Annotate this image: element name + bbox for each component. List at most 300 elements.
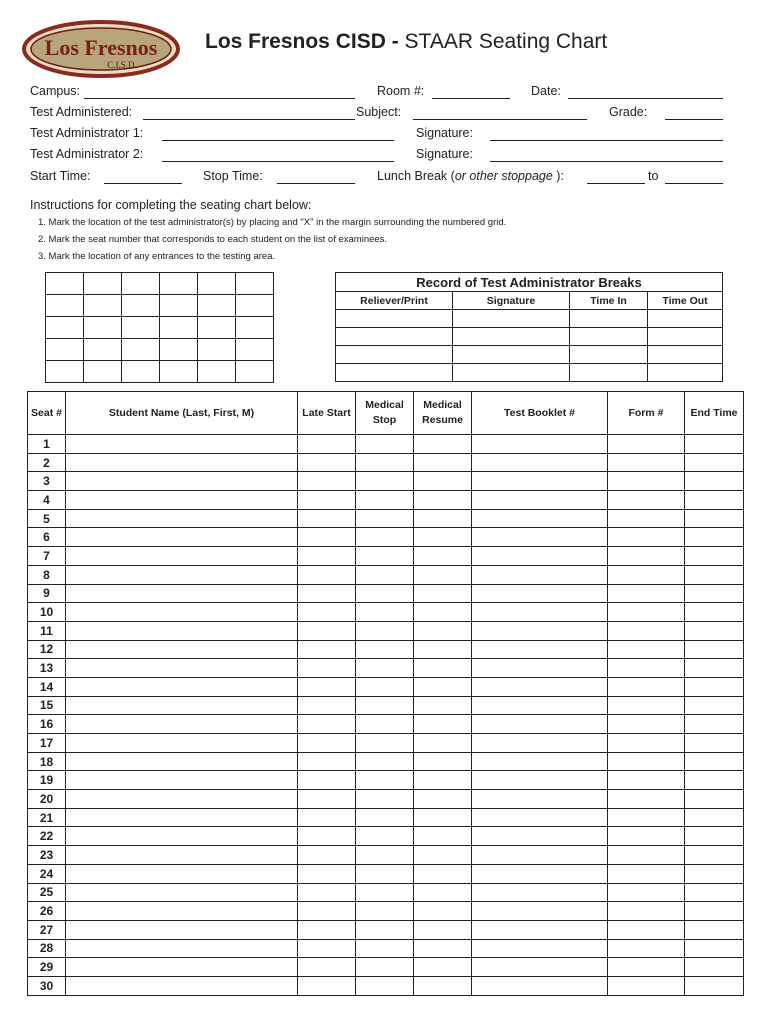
roster-cell[interactable] (298, 640, 356, 659)
roster-cell[interactable] (66, 453, 298, 472)
roster-cell[interactable] (298, 715, 356, 734)
roster-cell[interactable] (356, 752, 414, 771)
roster-cell[interactable] (472, 435, 608, 454)
campus-field[interactable] (84, 98, 355, 99)
roster-cell[interactable] (472, 565, 608, 584)
roster-cell[interactable] (472, 752, 608, 771)
roster-cell[interactable] (608, 771, 685, 790)
roster-cell[interactable] (685, 827, 744, 846)
roster-cell[interactable] (685, 565, 744, 584)
seat-number: 21 (28, 808, 66, 827)
roster-cell[interactable] (414, 883, 472, 902)
roster-cell[interactable] (608, 939, 685, 958)
roster-cell[interactable] (298, 864, 356, 883)
roster-cell[interactable] (414, 958, 472, 977)
roster-cell[interactable] (356, 603, 414, 622)
roster-cell[interactable] (414, 621, 472, 640)
roster-cell[interactable] (414, 696, 472, 715)
roster-cell[interactable] (472, 584, 608, 603)
roster-cell[interactable] (414, 827, 472, 846)
roster-cell[interactable] (66, 827, 298, 846)
roster-cell[interactable] (298, 958, 356, 977)
roster-cell[interactable] (298, 920, 356, 939)
lunch-end-field[interactable] (665, 183, 723, 184)
roster-cell[interactable] (414, 920, 472, 939)
grid-cell[interactable] (236, 295, 274, 317)
roster-cell[interactable] (66, 771, 298, 790)
roster-cell[interactable] (414, 734, 472, 753)
roster-cell[interactable] (414, 808, 472, 827)
roster-cell[interactable] (356, 640, 414, 659)
roster-cell[interactable] (66, 565, 298, 584)
signature2-field[interactable] (490, 161, 723, 162)
roster-cell[interactable] (472, 677, 608, 696)
breaks-cell[interactable] (453, 346, 570, 364)
roster-cell[interactable] (66, 808, 298, 827)
grid-cell[interactable] (122, 273, 160, 295)
roster-cell[interactable] (414, 677, 472, 696)
roster-cell[interactable] (298, 528, 356, 547)
roster-cell[interactable] (66, 584, 298, 603)
roster-cell[interactable] (472, 509, 608, 528)
roster-cell[interactable] (298, 902, 356, 921)
subject-field[interactable] (413, 119, 587, 120)
roster-cell[interactable] (472, 528, 608, 547)
logo-main-text: Los Fresnos (44, 35, 158, 60)
roster-cell[interactable] (356, 864, 414, 883)
roster-cell[interactable] (608, 677, 685, 696)
grid-cell[interactable] (160, 273, 198, 295)
roster-cell[interactable] (356, 808, 414, 827)
roster-cell[interactable] (66, 696, 298, 715)
seat-number: 20 (28, 790, 66, 809)
roster-cell[interactable] (414, 790, 472, 809)
roster-cell[interactable] (414, 846, 472, 865)
roster-cell[interactable] (472, 958, 608, 977)
roster-cell[interactable] (298, 677, 356, 696)
roster-cell[interactable] (472, 491, 608, 510)
roster-cell[interactable] (298, 453, 356, 472)
roster-cell[interactable] (356, 453, 414, 472)
roster-cell[interactable] (298, 491, 356, 510)
roster-cell[interactable] (608, 453, 685, 472)
roster-cell[interactable] (685, 696, 744, 715)
roster-cell[interactable] (356, 883, 414, 902)
roster-cell[interactable] (356, 846, 414, 865)
grid-cell[interactable] (122, 361, 160, 383)
table-row (28, 584, 744, 603)
roster-cell[interactable] (356, 435, 414, 454)
grid-cell[interactable] (198, 317, 236, 339)
admin2-field[interactable] (162, 161, 394, 162)
breaks-table (335, 272, 723, 382)
roster-cell[interactable] (472, 603, 608, 622)
roster-cell[interactable] (414, 547, 472, 566)
table-row (28, 547, 744, 566)
roster-cell[interactable] (66, 659, 298, 678)
roster-cell[interactable] (608, 790, 685, 809)
roster-cell[interactable] (66, 715, 298, 734)
breaks-cell[interactable] (336, 364, 453, 382)
roster-cell[interactable] (356, 677, 414, 696)
breaks-cell[interactable] (648, 346, 723, 364)
roster-cell[interactable] (685, 677, 744, 696)
roster-cell[interactable] (356, 976, 414, 995)
grid-cell[interactable] (160, 361, 198, 383)
roster-cell[interactable] (608, 752, 685, 771)
grid-cell[interactable] (122, 317, 160, 339)
roster-cell[interactable] (414, 472, 472, 491)
breaks-cell[interactable] (336, 310, 453, 328)
roster-cell[interactable] (472, 696, 608, 715)
lunch-break-label (377, 169, 564, 183)
grid-cell[interactable] (236, 317, 274, 339)
grid-cell[interactable] (84, 295, 122, 317)
roster-cell[interactable] (685, 640, 744, 659)
roster-cell[interactable] (66, 621, 298, 640)
breaks-cell[interactable] (570, 346, 648, 364)
roster-cell[interactable] (685, 752, 744, 771)
roster-cell[interactable] (356, 734, 414, 753)
breaks-col-signature: Signature (453, 292, 570, 310)
roster-cell[interactable] (66, 734, 298, 753)
roster-cell[interactable] (608, 920, 685, 939)
roster-cell[interactable] (66, 864, 298, 883)
roster-cell[interactable] (685, 509, 744, 528)
lunch-suffix: ): (552, 169, 564, 183)
roster-cell[interactable] (685, 920, 744, 939)
grid-cell[interactable] (160, 339, 198, 361)
roster-cell[interactable] (608, 621, 685, 640)
roster-cell[interactable] (608, 472, 685, 491)
roster-cell[interactable] (356, 958, 414, 977)
roster-cell[interactable] (66, 603, 298, 622)
table-row (28, 696, 744, 715)
roster-cell[interactable] (608, 883, 685, 902)
roster-cell[interactable] (685, 883, 744, 902)
roster-cell[interactable] (66, 752, 298, 771)
signature1-field[interactable] (490, 140, 723, 141)
roster-cell[interactable] (472, 453, 608, 472)
roster-cell[interactable] (414, 752, 472, 771)
subject-label: Subject: (356, 105, 402, 119)
roster-cell[interactable] (472, 547, 608, 566)
grade-field[interactable] (665, 119, 723, 120)
roster-cell[interactable] (414, 528, 472, 547)
roster-cell[interactable] (685, 902, 744, 921)
roster-cell[interactable] (608, 491, 685, 510)
roster-cell[interactable] (608, 435, 685, 454)
seat-number: 18 (28, 752, 66, 771)
roster-cell[interactable] (685, 453, 744, 472)
roster-cell[interactable] (608, 509, 685, 528)
roster-cell[interactable] (298, 752, 356, 771)
roster-cell[interactable] (414, 509, 472, 528)
roster-cell[interactable] (356, 547, 414, 566)
roster-cell[interactable] (66, 939, 298, 958)
date-field[interactable] (568, 98, 723, 99)
grid-cell[interactable] (46, 295, 84, 317)
col-form: Form # (608, 392, 685, 435)
roster-cell[interactable] (472, 640, 608, 659)
roster-cell[interactable] (356, 528, 414, 547)
grid-cell[interactable] (46, 361, 84, 383)
roster-cell[interactable] (414, 453, 472, 472)
roster-cell[interactable] (356, 771, 414, 790)
roster-cell[interactable] (414, 902, 472, 921)
roster-cell[interactable] (298, 472, 356, 491)
grid-cell[interactable] (122, 339, 160, 361)
roster-cell[interactable] (356, 509, 414, 528)
breaks-cell[interactable] (648, 310, 723, 328)
roster-cell[interactable] (356, 920, 414, 939)
roster-cell[interactable] (356, 621, 414, 640)
grid-cell[interactable] (236, 273, 274, 295)
roster-cell[interactable] (608, 565, 685, 584)
grid-cell[interactable] (160, 317, 198, 339)
roster-cell[interactable] (66, 547, 298, 566)
stop-time-field[interactable] (277, 183, 355, 184)
admin1-field[interactable] (162, 140, 394, 141)
roster-cell[interactable] (685, 584, 744, 603)
roster-cell[interactable] (356, 584, 414, 603)
roster-cell[interactable] (608, 547, 685, 566)
roster-cell[interactable] (298, 621, 356, 640)
roster-cell[interactable] (685, 547, 744, 566)
table-row (28, 808, 744, 827)
roster-cell[interactable] (66, 528, 298, 547)
roster-cell[interactable] (66, 883, 298, 902)
roster-cell[interactable] (608, 640, 685, 659)
roster-cell[interactable] (472, 864, 608, 883)
roster-cell[interactable] (414, 659, 472, 678)
instructions-title: Instructions for completing the seating chart below: (30, 198, 312, 212)
grid-cell[interactable] (84, 361, 122, 383)
table-row (28, 472, 744, 491)
roster-cell[interactable] (298, 883, 356, 902)
roster-cell[interactable] (472, 939, 608, 958)
table-row (28, 565, 744, 584)
breaks-cell[interactable] (336, 346, 453, 364)
roster-cell[interactable] (472, 827, 608, 846)
start-time-field[interactable] (104, 183, 182, 184)
roster-cell[interactable] (356, 902, 414, 921)
roster-cell[interactable] (414, 715, 472, 734)
roster-cell[interactable] (472, 920, 608, 939)
roster-cell[interactable] (685, 771, 744, 790)
roster-cell[interactable] (472, 621, 608, 640)
grid-cell[interactable] (160, 295, 198, 317)
roster-cell[interactable] (66, 958, 298, 977)
roster-cell[interactable] (298, 435, 356, 454)
grid-cell[interactable] (198, 361, 236, 383)
breaks-cell[interactable] (648, 364, 723, 382)
roster-cell[interactable] (608, 827, 685, 846)
lunch-start-field[interactable] (587, 183, 645, 184)
roster-cell[interactable] (608, 846, 685, 865)
roster-cell[interactable] (298, 790, 356, 809)
roster-cell[interactable] (472, 790, 608, 809)
roster-cell[interactable] (66, 640, 298, 659)
roster-cell[interactable] (298, 808, 356, 827)
roster-cell[interactable] (472, 659, 608, 678)
grid-cell[interactable] (84, 339, 122, 361)
roster-cell[interactable] (472, 472, 608, 491)
roster-cell[interactable] (66, 846, 298, 865)
roster-cell[interactable] (414, 565, 472, 584)
roster-cell[interactable] (685, 472, 744, 491)
roster-cell[interactable] (685, 621, 744, 640)
roster-cell[interactable] (472, 902, 608, 921)
grid-cell[interactable] (236, 339, 274, 361)
roster-cell[interactable] (685, 659, 744, 678)
table-row (28, 453, 744, 472)
roster-cell[interactable] (685, 976, 744, 995)
roster-cell[interactable] (685, 435, 744, 454)
roster-cell[interactable] (608, 696, 685, 715)
roster-cell[interactable] (608, 603, 685, 622)
roster-cell[interactable] (472, 734, 608, 753)
roster-cell[interactable] (66, 435, 298, 454)
breaks-cell[interactable] (453, 364, 570, 382)
roster-cell[interactable] (414, 584, 472, 603)
table-row (28, 920, 744, 939)
breaks-cell[interactable] (453, 310, 570, 328)
roster-cell[interactable] (356, 790, 414, 809)
roster-cell[interactable] (414, 640, 472, 659)
roster-cell[interactable] (66, 902, 298, 921)
roster-cell[interactable] (298, 584, 356, 603)
roster-cell[interactable] (66, 677, 298, 696)
roster-cell[interactable] (298, 827, 356, 846)
grid-cell[interactable] (198, 339, 236, 361)
roster-cell[interactable] (356, 491, 414, 510)
roster-cell[interactable] (298, 509, 356, 528)
roster-cell[interactable] (66, 920, 298, 939)
grid-cell[interactable] (46, 339, 84, 361)
roster-cell[interactable] (685, 491, 744, 510)
roster-cell[interactable] (472, 808, 608, 827)
col-end-time: End Time (685, 392, 744, 435)
table-row (28, 976, 744, 995)
roster-cell[interactable] (298, 565, 356, 584)
seat-number: 17 (28, 734, 66, 753)
roster-cell[interactable] (356, 565, 414, 584)
breaks-cell[interactable] (570, 364, 648, 382)
roster-cell[interactable] (356, 939, 414, 958)
roster-cell[interactable] (298, 547, 356, 566)
roster-cell[interactable] (608, 976, 685, 995)
roster-cell[interactable] (414, 864, 472, 883)
admin2-label: Test Administrator 2: (30, 147, 144, 161)
grid-cell[interactable] (46, 317, 84, 339)
roster-cell[interactable] (685, 939, 744, 958)
roster-cell[interactable] (685, 790, 744, 809)
grid-cell[interactable] (198, 273, 236, 295)
roster-cell[interactable] (298, 659, 356, 678)
seat-number: 15 (28, 696, 66, 715)
breaks-cell[interactable] (453, 328, 570, 346)
grid-cell[interactable] (84, 273, 122, 295)
roster-cell[interactable] (685, 808, 744, 827)
roster-cell[interactable] (472, 771, 608, 790)
grid-cell[interactable] (198, 295, 236, 317)
roster-cell[interactable] (66, 790, 298, 809)
roster-cell[interactable] (414, 771, 472, 790)
roster-cell[interactable] (356, 715, 414, 734)
test-administered-field[interactable] (143, 119, 355, 120)
roster-cell[interactable] (608, 734, 685, 753)
grid-cell[interactable] (46, 273, 84, 295)
roster-cell[interactable] (685, 603, 744, 622)
roster-cell[interactable] (356, 659, 414, 678)
roster-cell[interactable] (472, 976, 608, 995)
roster-cell[interactable] (608, 902, 685, 921)
roster-cell[interactable] (298, 846, 356, 865)
instruction-item: 1. Mark the location of the test administrator(s) by placing and "X" in the margin surrounding the numbered grid. (38, 217, 507, 228)
roster-cell[interactable] (414, 976, 472, 995)
breaks-cell[interactable] (648, 328, 723, 346)
roster-cell[interactable] (414, 435, 472, 454)
room-field[interactable] (432, 98, 510, 99)
roster-cell[interactable] (66, 472, 298, 491)
roster-cell[interactable] (608, 958, 685, 977)
roster-cell[interactable] (356, 827, 414, 846)
table-row (28, 734, 744, 753)
roster-cell[interactable] (685, 715, 744, 734)
roster-cell[interactable] (608, 864, 685, 883)
roster-cell[interactable] (356, 696, 414, 715)
roster-cell[interactable] (66, 509, 298, 528)
roster-cell[interactable] (298, 771, 356, 790)
roster-cell[interactable] (356, 472, 414, 491)
roster-cell[interactable] (66, 976, 298, 995)
signature2-label: Signature: (416, 147, 473, 161)
seat-number: 19 (28, 771, 66, 790)
seat-number: 24 (28, 864, 66, 883)
grid-cell[interactable] (84, 317, 122, 339)
roster-cell[interactable] (685, 846, 744, 865)
roster-cell[interactable] (298, 696, 356, 715)
breaks-cell[interactable] (336, 328, 453, 346)
roster-cell[interactable] (298, 734, 356, 753)
roster-cell[interactable] (685, 864, 744, 883)
breaks-cell[interactable] (570, 310, 648, 328)
roster-cell[interactable] (298, 939, 356, 958)
roster-cell[interactable] (685, 958, 744, 977)
breaks-cell[interactable] (570, 328, 648, 346)
roster-cell[interactable] (685, 528, 744, 547)
roster-cell[interactable] (298, 976, 356, 995)
roster-cell[interactable] (608, 528, 685, 547)
roster-cell[interactable] (608, 659, 685, 678)
campus-label: Campus: (30, 84, 81, 98)
roster-cell[interactable] (608, 584, 685, 603)
roster-cell[interactable] (685, 734, 744, 753)
grid-cell[interactable] (122, 295, 160, 317)
roster-cell[interactable] (472, 715, 608, 734)
roster-cell[interactable] (414, 939, 472, 958)
grid-cell[interactable] (236, 361, 274, 383)
roster-cell[interactable] (472, 846, 608, 865)
roster-cell[interactable] (414, 491, 472, 510)
roster-cell[interactable] (298, 603, 356, 622)
roster-cell[interactable] (414, 603, 472, 622)
roster-cell[interactable] (66, 491, 298, 510)
roster-cell[interactable] (608, 715, 685, 734)
roster-cell[interactable] (472, 883, 608, 902)
roster-cell[interactable] (608, 808, 685, 827)
